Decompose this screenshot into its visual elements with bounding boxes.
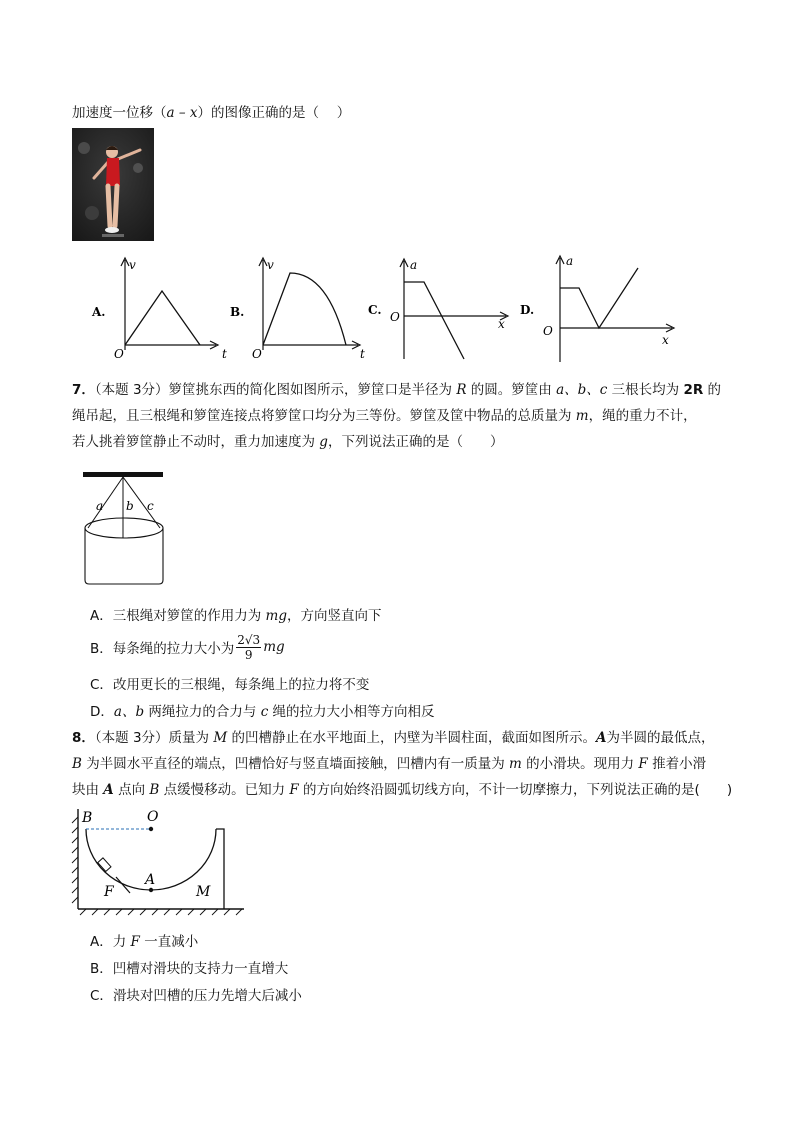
q8-text: 为半圆的最低点， (606, 730, 715, 746)
q8-text: 点缓慢移动。已知力 (159, 782, 290, 798)
q7-text: 绳吊起，且三根绳和箩筐连接点将箩筐口均分为三等份。箩筐及筐中物品的总质量为 (72, 408, 576, 424)
q7-option-d-ab: a、b (113, 704, 145, 720)
q8-text: 点向 (113, 782, 150, 798)
q6-stem (72, 104, 350, 122)
q7-option-b-label: B． (90, 641, 113, 657)
q8-var-f: F (638, 756, 648, 772)
q6-option-b-y-axis-label: v (267, 258, 274, 272)
q6-option-d-label: D. (520, 303, 535, 317)
q8-var-mass: m (509, 756, 522, 772)
q6-option-c-y-axis-label: a (410, 258, 418, 272)
q7-option-a-text: 三根绳对箩筐的作用力为 (112, 608, 266, 624)
q7-text: 箩筐挑东西的简化图如图所示，箩筐口是半径为 (168, 382, 457, 398)
q6-option-d-y-axis-label: a (566, 254, 574, 268)
q6-option-a-x-axis-label: t (222, 347, 227, 361)
q7-option-d-text: 绳的拉力大小相等方向相反 (268, 704, 435, 720)
q8-option-b-text: 凹槽对滑块的支持力一直增大 (112, 961, 289, 977)
q7-text: ，下列说法正确的是（ ） (327, 434, 504, 450)
q8-stem-line-1 (72, 729, 714, 747)
q8-text: 为半圆水平直径的端点，凹槽恰好与竖直墙面接触，凹槽内有一质量为 (81, 756, 510, 772)
q8-text: 的方向始终沿圆弧切线方向，不计一切摩擦力，下列说法正确的是( ) (298, 782, 733, 798)
q8-number: 8． (72, 730, 95, 746)
q6-option-a-y-axis-label: v (129, 258, 136, 272)
q8-option-b-label: B． (90, 961, 113, 977)
q7-option-d (90, 703, 435, 721)
q7-rope-b-label: b (126, 499, 134, 513)
q8-var-m: M (213, 730, 228, 746)
q7-option-b-fraction (236, 633, 261, 662)
q8-option-c (90, 987, 302, 1005)
q6-option-c-x-axis-label: x (498, 317, 505, 331)
q7-text: ，绳的重力不计， (588, 408, 697, 424)
q7-score: （本题 3分） (94, 382, 169, 398)
q8-groove-figure (70, 805, 250, 917)
q8-text: 质量为 (168, 730, 214, 746)
q7-option-a (90, 607, 382, 625)
q6-option-b-graph (228, 255, 378, 365)
q8-var-f: F (289, 782, 299, 798)
q8-text: 的凹槽静止在水平地面上，内壁为半圆柱面，截面如图所示。 (227, 730, 596, 746)
q6-option-b-label: B. (230, 305, 245, 319)
q8-var-a: A (103, 782, 114, 798)
q8-force-f-label: F (104, 884, 114, 900)
q7-stem-line-2 (72, 407, 697, 425)
q6-option-b-origin: O (252, 347, 262, 361)
q7-option-b-mg: mg (263, 639, 285, 655)
q6-option-c-label: C. (368, 303, 382, 317)
q6-stem-suffix: ）的图像正确的是（ ） (197, 105, 351, 121)
q7-option-d-c: c (260, 704, 269, 720)
q8-option-a-label: A． (90, 934, 113, 950)
q8-text: 块由 (72, 782, 104, 798)
q7-option-d-label: D． (90, 704, 114, 720)
q7-text: 的圆。箩筐由 (466, 382, 557, 398)
q8-option-c-text: 滑块对凹槽的压力先增大后减小 (112, 988, 302, 1004)
q8-option-a-text: 一直减小 (139, 934, 199, 950)
gymnast-photo (72, 128, 154, 241)
q8-text: 的小滑块。现用力 (521, 756, 639, 772)
q8-score: （本题 3分） (94, 730, 169, 746)
q6-option-d-x-axis-label: x (662, 333, 669, 347)
q8-point-b-label: B (82, 810, 93, 826)
q8-text: 推着小滑 (647, 756, 707, 772)
q7-option-a-label: A． (90, 608, 113, 624)
q7-basket-figure (78, 468, 178, 590)
q6-option-a-graph (90, 255, 240, 365)
q7-option-c-text: 改用更长的三根绳，每条绳上的拉力将不变 (112, 677, 370, 693)
q7-option-b-denominator: 9 (244, 647, 253, 662)
q6-option-d-origin: O (543, 324, 553, 338)
q8-point-o-label: O (147, 809, 159, 825)
q7-option-a-text: ，方向竖直向下 (287, 608, 382, 624)
q6-stem-prefix: 加速度一位移（ (72, 105, 167, 121)
q8-stem-line-3 (72, 781, 732, 799)
q8-option-a (90, 933, 198, 951)
q7-option-d-text: 两绳拉力的合力与 (144, 704, 261, 720)
q8-var-b: B (72, 756, 82, 772)
q8-var-a: A (595, 730, 607, 746)
q8-option-a-f: F (130, 934, 140, 950)
q8-stem-line-2 (72, 755, 706, 773)
q7-rope-a-label: a (96, 499, 104, 513)
q7-option-b-text: 每条绳的拉力大小为 (112, 641, 235, 657)
q7-option-a-mg: mg (265, 608, 287, 624)
q6-option-c-origin: O (390, 310, 400, 324)
q7-number: 7． (72, 382, 95, 398)
q6-option-c-graph (366, 255, 516, 365)
q7-option-b (90, 628, 285, 666)
q7-var-g: g (319, 434, 328, 450)
gymnast-photo-graphic (72, 128, 154, 241)
q7-var-abc: a、b、c (556, 382, 608, 398)
q6-option-a-origin: O (114, 347, 124, 361)
q7-text: 若人挑着箩筐静止不动时，重力加速度为 (72, 434, 320, 450)
q7-var-m: m (575, 408, 589, 424)
q7-rope-c-label: c (147, 499, 154, 513)
q6-option-b-x-axis-label: t (360, 347, 365, 361)
q7-option-c-label: C． (90, 677, 113, 693)
q6-stem-math: a – x (166, 105, 198, 121)
q7-stem-line-3 (72, 433, 503, 451)
q7-var-2r: 2R (683, 382, 704, 398)
q8-point-a-label: A (145, 872, 156, 888)
q6-option-d-graph (516, 250, 686, 368)
q7-option-c (90, 676, 369, 694)
q8-var-b: B (149, 782, 160, 798)
q6-option-a-label: A. (92, 305, 106, 319)
q7-option-b-numerator: 2√3 (237, 632, 261, 647)
q7-stem-line-1 (72, 381, 721, 399)
q8-option-b (90, 960, 288, 978)
q7-text: 三根长均为 (607, 382, 684, 398)
q8-groove-m-label: M (196, 884, 211, 900)
q8-option-c-label: C． (90, 988, 113, 1004)
q8-option-a-text: 力 (112, 934, 131, 950)
q7-var-r: R (456, 382, 467, 398)
q7-text: 的 (703, 382, 722, 398)
